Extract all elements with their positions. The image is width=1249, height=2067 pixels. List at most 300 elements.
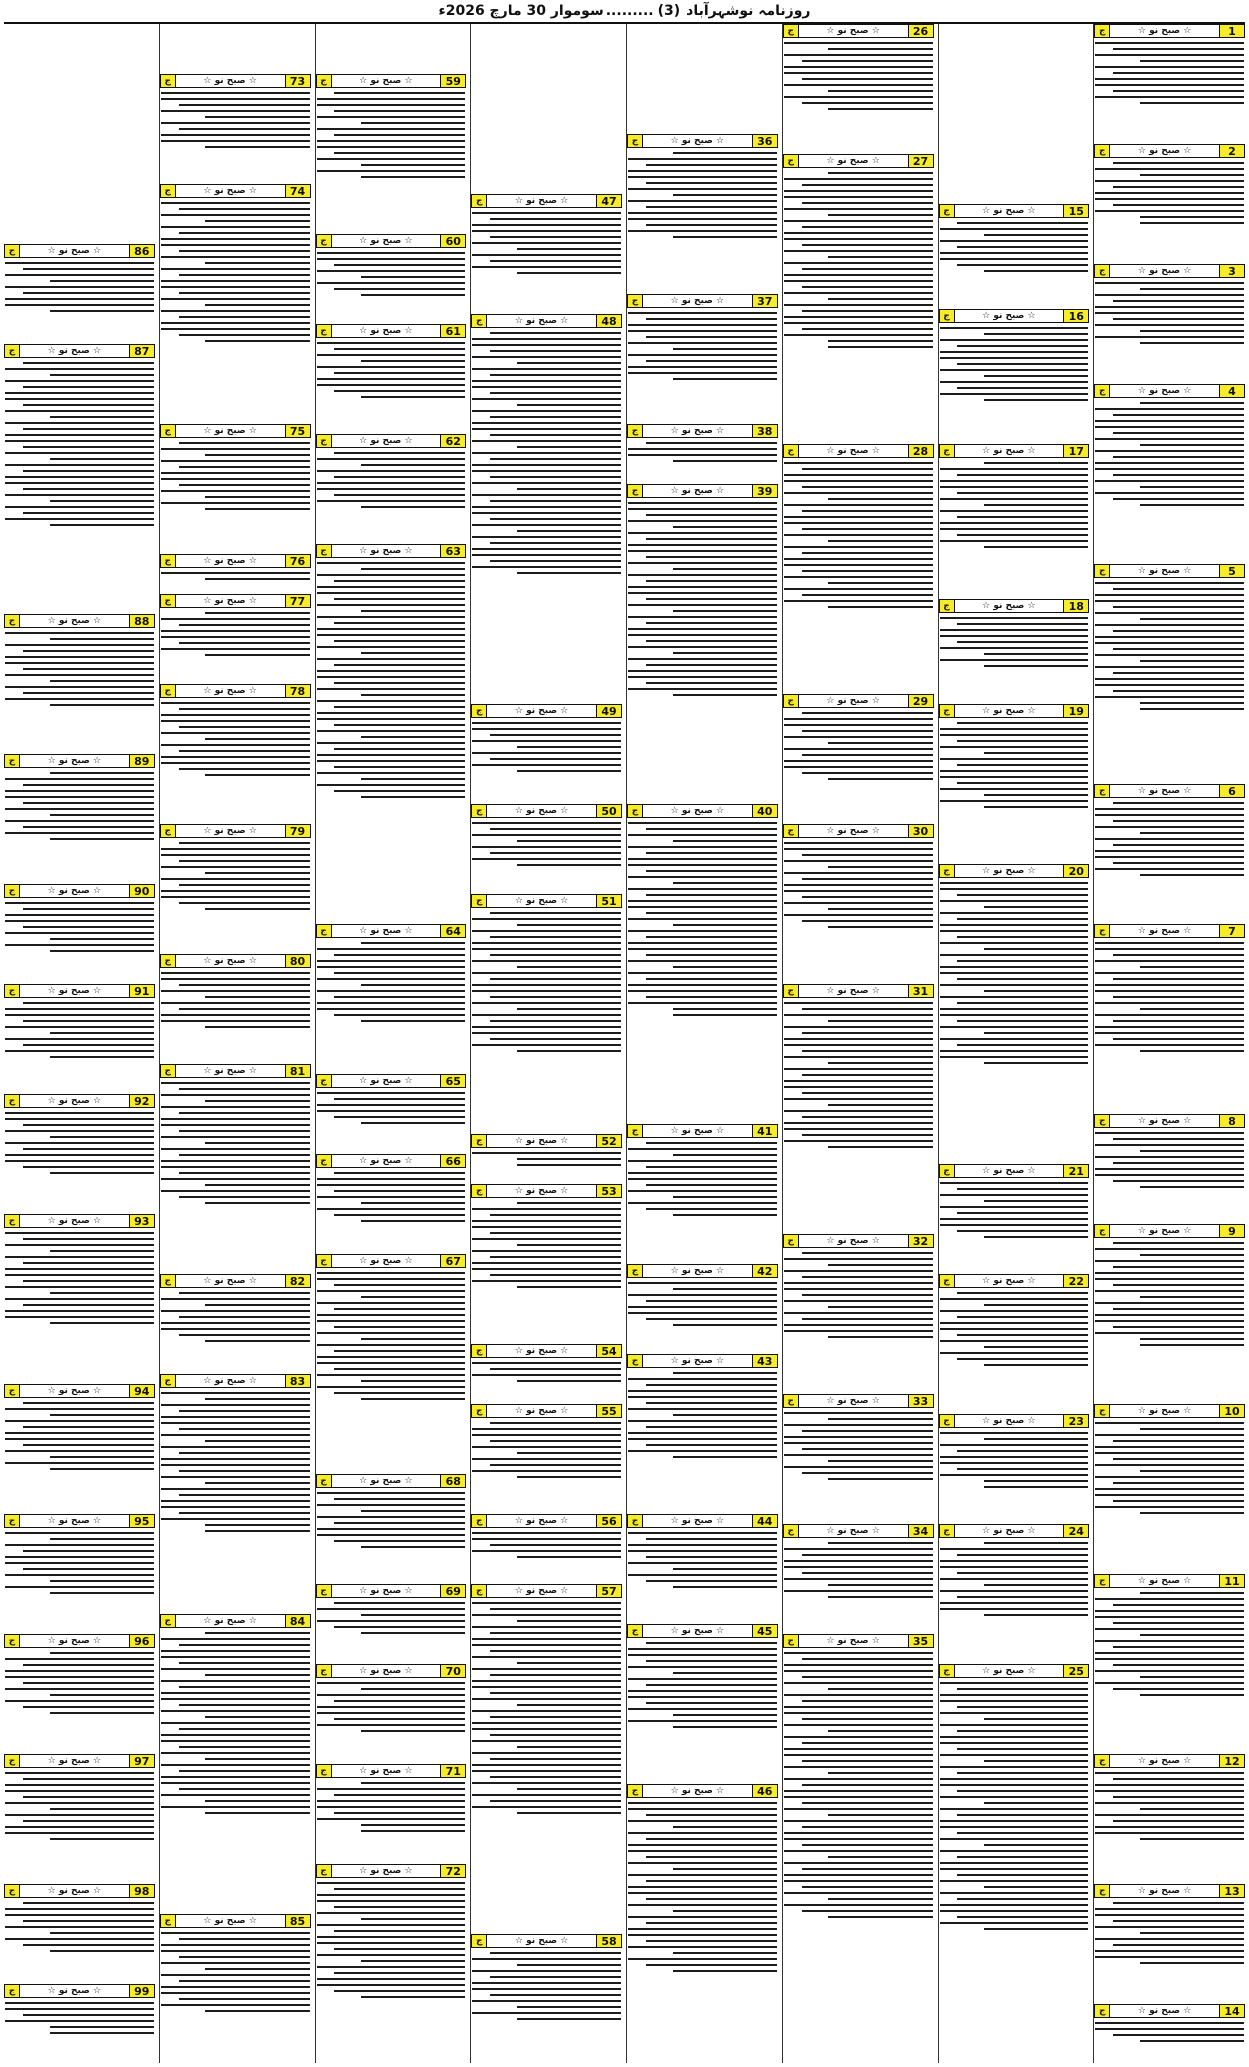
text-line bbox=[472, 266, 621, 268]
text-line bbox=[1095, 1132, 1244, 1134]
text-line bbox=[1140, 1338, 1244, 1340]
notice-body bbox=[317, 1169, 466, 1252]
text-line bbox=[161, 1310, 310, 1312]
text-line bbox=[1113, 802, 1244, 804]
text-line bbox=[517, 1704, 621, 1706]
text-line bbox=[161, 478, 310, 480]
text-line bbox=[490, 1692, 621, 1694]
text-line bbox=[1113, 672, 1244, 674]
text-line bbox=[490, 1776, 621, 1778]
emblem-icon: ج bbox=[472, 1405, 487, 1417]
notice-body bbox=[161, 609, 310, 682]
emblem-icon: ج bbox=[628, 485, 643, 497]
text-line bbox=[646, 622, 777, 624]
text-line bbox=[1095, 324, 1244, 326]
text-line bbox=[517, 272, 621, 274]
text-line bbox=[628, 1934, 777, 1936]
text-line bbox=[1113, 1796, 1244, 1798]
text-line bbox=[317, 1356, 466, 1358]
text-line bbox=[957, 1898, 1088, 1900]
notice-title: ☆ صبح نو ☆ bbox=[514, 1586, 569, 1596]
text-line bbox=[1113, 648, 1244, 650]
text-line bbox=[828, 1062, 932, 1064]
text-line bbox=[23, 1902, 154, 1904]
notice-title: ☆ صبح نو ☆ bbox=[670, 296, 725, 306]
text-line bbox=[940, 1310, 1089, 1312]
text-line bbox=[472, 972, 621, 974]
notice-header bbox=[1094, 1404, 1245, 1418]
text-line bbox=[334, 996, 465, 998]
text-line bbox=[628, 834, 777, 836]
text-line bbox=[361, 1996, 465, 1998]
notice-header bbox=[939, 1524, 1090, 1538]
text-line bbox=[784, 588, 933, 590]
text-line bbox=[334, 152, 465, 154]
text-line bbox=[23, 1796, 154, 1798]
notice-title: ☆ صبح نو ☆ bbox=[982, 1526, 1036, 1536]
text-line bbox=[517, 1008, 621, 1010]
text-line bbox=[802, 1032, 933, 1034]
notice-body bbox=[940, 1179, 1089, 1272]
text-line bbox=[1095, 642, 1244, 644]
text-line bbox=[940, 912, 1089, 914]
notice-title: ☆ صبح نو ☆ bbox=[826, 1236, 880, 1246]
text-line bbox=[1113, 1820, 1244, 1822]
text-line bbox=[472, 1710, 621, 1712]
text-line bbox=[317, 354, 466, 356]
text-line bbox=[50, 1322, 154, 1324]
text-line bbox=[646, 1402, 777, 1404]
text-line bbox=[1095, 1784, 1244, 1786]
text-line bbox=[517, 572, 621, 574]
text-line bbox=[361, 942, 465, 944]
text-line bbox=[179, 1452, 310, 1454]
text-line bbox=[628, 324, 777, 326]
notice-number: 80 bbox=[285, 955, 310, 967]
notice-body bbox=[784, 169, 933, 442]
text-line bbox=[957, 936, 1088, 938]
notice-number: 79 bbox=[285, 825, 310, 837]
text-line bbox=[205, 1674, 309, 1676]
notice-title: ☆ صبح نو ☆ bbox=[359, 546, 413, 556]
notice-body bbox=[317, 1269, 466, 1472]
text-line bbox=[5, 2008, 154, 2010]
notice-71 bbox=[316, 1764, 467, 1862]
text-line bbox=[334, 1116, 465, 1118]
text-line bbox=[361, 1632, 465, 1634]
notice-title: ☆ صبح نو ☆ bbox=[1137, 926, 1192, 936]
text-line bbox=[5, 920, 154, 922]
text-line bbox=[628, 918, 777, 920]
notice-title: ☆ صبح نو ☆ bbox=[203, 1276, 257, 1286]
notice-number: 91 bbox=[129, 985, 154, 997]
text-line bbox=[802, 1430, 933, 1432]
notice-79 bbox=[160, 824, 311, 952]
text-line bbox=[1095, 1802, 1244, 1804]
emblem-icon: ج bbox=[317, 1665, 332, 1677]
text-line bbox=[50, 704, 154, 706]
notice-body bbox=[1095, 1239, 1244, 1402]
text-line bbox=[784, 1694, 933, 1696]
text-line bbox=[161, 238, 310, 240]
text-line bbox=[472, 834, 621, 836]
text-line bbox=[472, 1770, 621, 1772]
notice-number: 11 bbox=[1219, 1575, 1244, 1587]
notice-header bbox=[4, 1514, 155, 1528]
text-line bbox=[161, 1082, 310, 1084]
notice-82 bbox=[160, 1274, 311, 1372]
text-line bbox=[490, 476, 621, 478]
text-line bbox=[940, 1910, 1089, 1912]
text-line bbox=[1140, 1838, 1244, 1840]
text-line bbox=[784, 1312, 933, 1314]
text-line bbox=[517, 840, 621, 842]
text-line bbox=[1095, 654, 1244, 656]
text-line bbox=[646, 1642, 777, 1644]
text-line bbox=[628, 1178, 777, 1180]
text-line bbox=[1113, 1266, 1244, 1268]
notice-54 bbox=[471, 1344, 622, 1402]
text-line bbox=[490, 912, 621, 914]
notice-title: ☆ صبح نو ☆ bbox=[1137, 266, 1192, 276]
text-line bbox=[334, 598, 465, 600]
notice-body bbox=[5, 999, 154, 1092]
text-line bbox=[957, 474, 1088, 476]
emblem-icon: ج bbox=[161, 955, 176, 967]
text-line bbox=[957, 641, 1088, 643]
text-line bbox=[784, 1590, 933, 1592]
text-line bbox=[334, 348, 465, 350]
text-line bbox=[23, 428, 154, 430]
notice-header bbox=[160, 1614, 311, 1628]
text-line bbox=[161, 490, 310, 492]
text-line bbox=[472, 428, 621, 430]
text-line bbox=[490, 996, 621, 998]
text-line bbox=[334, 1214, 465, 1216]
text-line bbox=[179, 334, 310, 336]
text-line bbox=[472, 1434, 621, 1436]
notice-body bbox=[1095, 1899, 1244, 2002]
notice-91 bbox=[4, 984, 155, 1092]
notice-header bbox=[471, 1934, 622, 1948]
text-line bbox=[50, 772, 154, 774]
text-line bbox=[1095, 1488, 1244, 1490]
emblem-icon: ج bbox=[161, 75, 176, 87]
text-line bbox=[784, 1652, 933, 1654]
notice-header bbox=[4, 1214, 155, 1228]
text-line bbox=[161, 110, 310, 112]
text-line bbox=[1113, 474, 1244, 476]
notice-body bbox=[317, 1679, 466, 1762]
text-line bbox=[1095, 336, 1244, 338]
text-line bbox=[334, 1626, 465, 1628]
emblem-icon: ج bbox=[161, 1275, 176, 1287]
text-line bbox=[646, 912, 777, 914]
text-line bbox=[23, 1402, 154, 1404]
text-line bbox=[1113, 1778, 1244, 1780]
text-line bbox=[1095, 1908, 1244, 1910]
text-line bbox=[940, 1224, 1089, 1226]
text-line bbox=[1095, 1272, 1244, 1274]
notice-39 bbox=[627, 484, 778, 802]
notice-header bbox=[627, 1514, 778, 1528]
text-line bbox=[23, 692, 154, 694]
text-line bbox=[784, 872, 933, 874]
notice-32 bbox=[783, 1234, 934, 1392]
emblem-icon: ج bbox=[317, 545, 332, 557]
notice-number: 16 bbox=[1063, 310, 1088, 322]
notice-58 bbox=[471, 1934, 622, 2061]
text-line bbox=[161, 448, 310, 450]
text-line bbox=[646, 978, 777, 980]
text-line bbox=[784, 1862, 933, 1864]
notice-number: 47 bbox=[596, 195, 621, 207]
notice-74 bbox=[160, 184, 311, 422]
text-line bbox=[161, 214, 310, 216]
text-line bbox=[957, 960, 1088, 962]
text-line bbox=[334, 476, 465, 478]
text-line bbox=[334, 1700, 465, 1702]
text-line bbox=[23, 1124, 154, 1126]
notice-header bbox=[471, 1404, 622, 1418]
text-line bbox=[673, 1154, 777, 1156]
text-line bbox=[784, 232, 933, 234]
emblem-icon: ج bbox=[472, 1585, 487, 1597]
text-line bbox=[205, 340, 309, 342]
text-line bbox=[1113, 1326, 1244, 1328]
text-line bbox=[317, 1682, 466, 1684]
notice-48 bbox=[471, 314, 622, 702]
text-line bbox=[179, 860, 310, 862]
text-line bbox=[161, 1806, 310, 1808]
text-line bbox=[517, 446, 621, 448]
text-line bbox=[1095, 1956, 1244, 1958]
text-line bbox=[1095, 294, 1244, 296]
text-line bbox=[628, 1544, 777, 1546]
text-line bbox=[179, 1008, 310, 1010]
text-line bbox=[940, 1444, 1089, 1446]
text-line bbox=[472, 224, 621, 226]
notice-number: 61 bbox=[440, 325, 465, 337]
text-line bbox=[5, 1316, 154, 1318]
notice-90 bbox=[4, 884, 155, 982]
text-line bbox=[957, 1450, 1088, 1452]
notice-body bbox=[1095, 1589, 1244, 1752]
text-line bbox=[1113, 954, 1244, 956]
text-line bbox=[361, 122, 465, 124]
text-line bbox=[161, 1692, 310, 1694]
notice-number: 34 bbox=[908, 1525, 933, 1537]
notice-title: ☆ صبح نو ☆ bbox=[47, 1756, 102, 1766]
notice-body bbox=[161, 1289, 310, 1372]
text-line bbox=[23, 1944, 154, 1946]
text-line bbox=[5, 422, 154, 424]
text-line bbox=[317, 1984, 466, 1986]
emblem-icon: ج bbox=[940, 445, 955, 457]
text-line bbox=[517, 530, 621, 532]
text-line bbox=[472, 356, 621, 358]
notice-title: ☆ صبح نو ☆ bbox=[47, 1636, 102, 1646]
text-line bbox=[1095, 438, 1244, 440]
text-line bbox=[940, 1868, 1089, 1870]
text-line bbox=[802, 1050, 933, 1052]
emblem-icon: ج bbox=[784, 155, 799, 167]
text-line bbox=[472, 230, 621, 232]
notice-6 bbox=[1094, 784, 1245, 922]
text-line bbox=[23, 1002, 154, 1004]
text-line bbox=[984, 270, 1088, 272]
text-line bbox=[317, 670, 466, 672]
notice-body bbox=[5, 1769, 154, 1882]
text-line bbox=[517, 1556, 621, 1558]
emblem-icon: ج bbox=[161, 185, 176, 197]
text-line bbox=[940, 1590, 1089, 1592]
notice-header bbox=[471, 314, 622, 328]
text-line bbox=[5, 1670, 154, 1672]
text-line bbox=[940, 498, 1089, 500]
text-line bbox=[940, 728, 1089, 730]
text-line bbox=[673, 1568, 777, 1570]
notice-header bbox=[4, 884, 155, 898]
notice-number: 90 bbox=[129, 885, 154, 897]
text-line bbox=[1140, 330, 1244, 332]
text-line bbox=[317, 1504, 466, 1506]
text-line bbox=[646, 538, 777, 540]
text-line bbox=[784, 1110, 933, 1112]
emblem-icon: ج bbox=[161, 1065, 176, 1077]
notice-body bbox=[472, 719, 621, 802]
text-line bbox=[957, 264, 1088, 266]
notice-body bbox=[161, 1629, 310, 1912]
notice-header bbox=[939, 204, 1090, 218]
notice-number: 86 bbox=[129, 245, 154, 257]
notice-number: 7 bbox=[1219, 925, 1244, 937]
text-line bbox=[802, 920, 933, 922]
text-line bbox=[50, 500, 154, 502]
text-line bbox=[784, 334, 933, 336]
text-line bbox=[5, 1298, 154, 1300]
text-line bbox=[161, 1668, 310, 1670]
text-line bbox=[628, 1172, 777, 1174]
notice-header bbox=[939, 444, 1090, 458]
text-line bbox=[50, 1172, 154, 1174]
notice-body bbox=[472, 1419, 621, 1512]
text-line bbox=[472, 548, 621, 550]
text-line bbox=[179, 1998, 310, 2000]
notice-title: ☆ صبح نو ☆ bbox=[982, 1166, 1036, 1176]
notice-title: ☆ صبح نو ☆ bbox=[47, 1516, 102, 1526]
text-line bbox=[628, 170, 777, 172]
text-line bbox=[334, 110, 465, 112]
text-line bbox=[472, 254, 621, 256]
text-line bbox=[317, 784, 466, 786]
notice-number: 15 bbox=[1063, 205, 1088, 217]
text-line bbox=[784, 250, 933, 252]
text-line bbox=[472, 506, 621, 508]
text-line bbox=[517, 2018, 621, 2020]
text-line bbox=[957, 1688, 1088, 1690]
text-line bbox=[5, 1268, 154, 1270]
notice-body bbox=[628, 1369, 777, 1512]
text-line bbox=[361, 1546, 465, 1548]
notice-body bbox=[940, 219, 1089, 307]
notice-21 bbox=[939, 1164, 1090, 1272]
text-line bbox=[317, 384, 466, 386]
text-line bbox=[957, 1002, 1088, 1004]
text-line bbox=[784, 884, 933, 886]
text-line bbox=[161, 286, 310, 288]
notice-title: ☆ صبح نو ☆ bbox=[203, 1066, 257, 1076]
notice-body bbox=[1095, 39, 1244, 142]
notice-number: 63 bbox=[440, 545, 465, 557]
text-line bbox=[940, 1462, 1089, 1464]
text-line bbox=[161, 1416, 310, 1418]
text-line bbox=[1095, 2028, 1244, 2030]
notice-header bbox=[627, 1124, 778, 1138]
text-line bbox=[784, 600, 933, 602]
text-line bbox=[628, 1844, 777, 1846]
text-line bbox=[628, 520, 777, 522]
text-line bbox=[784, 1330, 933, 1332]
emblem-icon: ج bbox=[472, 1185, 487, 1197]
text-line bbox=[646, 894, 777, 896]
text-line bbox=[1095, 1652, 1244, 1654]
text-line bbox=[317, 1528, 466, 1530]
text-line bbox=[1140, 1428, 1244, 1430]
emblem-icon: ج bbox=[784, 985, 799, 997]
emblem-icon: ج bbox=[628, 1625, 643, 1637]
text-line bbox=[161, 1166, 310, 1168]
text-line bbox=[179, 1316, 310, 1318]
text-line bbox=[646, 1556, 777, 1558]
text-line bbox=[802, 1802, 933, 1804]
notice-body bbox=[784, 839, 933, 982]
emblem-icon: ج bbox=[1095, 1885, 1110, 1897]
text-line bbox=[161, 1986, 310, 1988]
notice-number: 85 bbox=[285, 1915, 310, 1927]
text-line bbox=[1113, 186, 1244, 188]
text-line bbox=[161, 732, 310, 734]
text-line bbox=[5, 262, 154, 264]
notice-55 bbox=[471, 1404, 622, 1512]
notice-body bbox=[1095, 1419, 1244, 1572]
text-line bbox=[205, 1440, 309, 1442]
emblem-icon: ج bbox=[5, 1635, 20, 1647]
text-line bbox=[957, 1020, 1088, 1022]
notice-36 bbox=[627, 134, 778, 292]
notice-body bbox=[5, 1399, 154, 1512]
notice-number: 43 bbox=[752, 1355, 777, 1367]
text-line bbox=[1095, 1278, 1244, 1280]
text-line bbox=[5, 644, 154, 646]
text-line bbox=[1140, 1962, 1244, 1964]
notice-title: ☆ صبح نو ☆ bbox=[826, 826, 880, 836]
text-line bbox=[940, 1724, 1089, 1726]
notice-number: 92 bbox=[129, 1095, 154, 1107]
notice-title: ☆ صبح نو ☆ bbox=[203, 826, 257, 836]
notice-1 bbox=[1094, 24, 1245, 142]
notice-header bbox=[316, 1664, 467, 1678]
emblem-icon: ج bbox=[5, 1095, 20, 1107]
text-line bbox=[940, 776, 1089, 778]
text-line bbox=[490, 260, 621, 262]
text-line bbox=[472, 1428, 621, 1430]
text-line bbox=[179, 1334, 310, 1336]
notice-number: 39 bbox=[752, 485, 777, 497]
text-line bbox=[802, 528, 933, 530]
text-line bbox=[802, 1676, 933, 1678]
notice-header bbox=[1094, 1114, 1245, 1128]
